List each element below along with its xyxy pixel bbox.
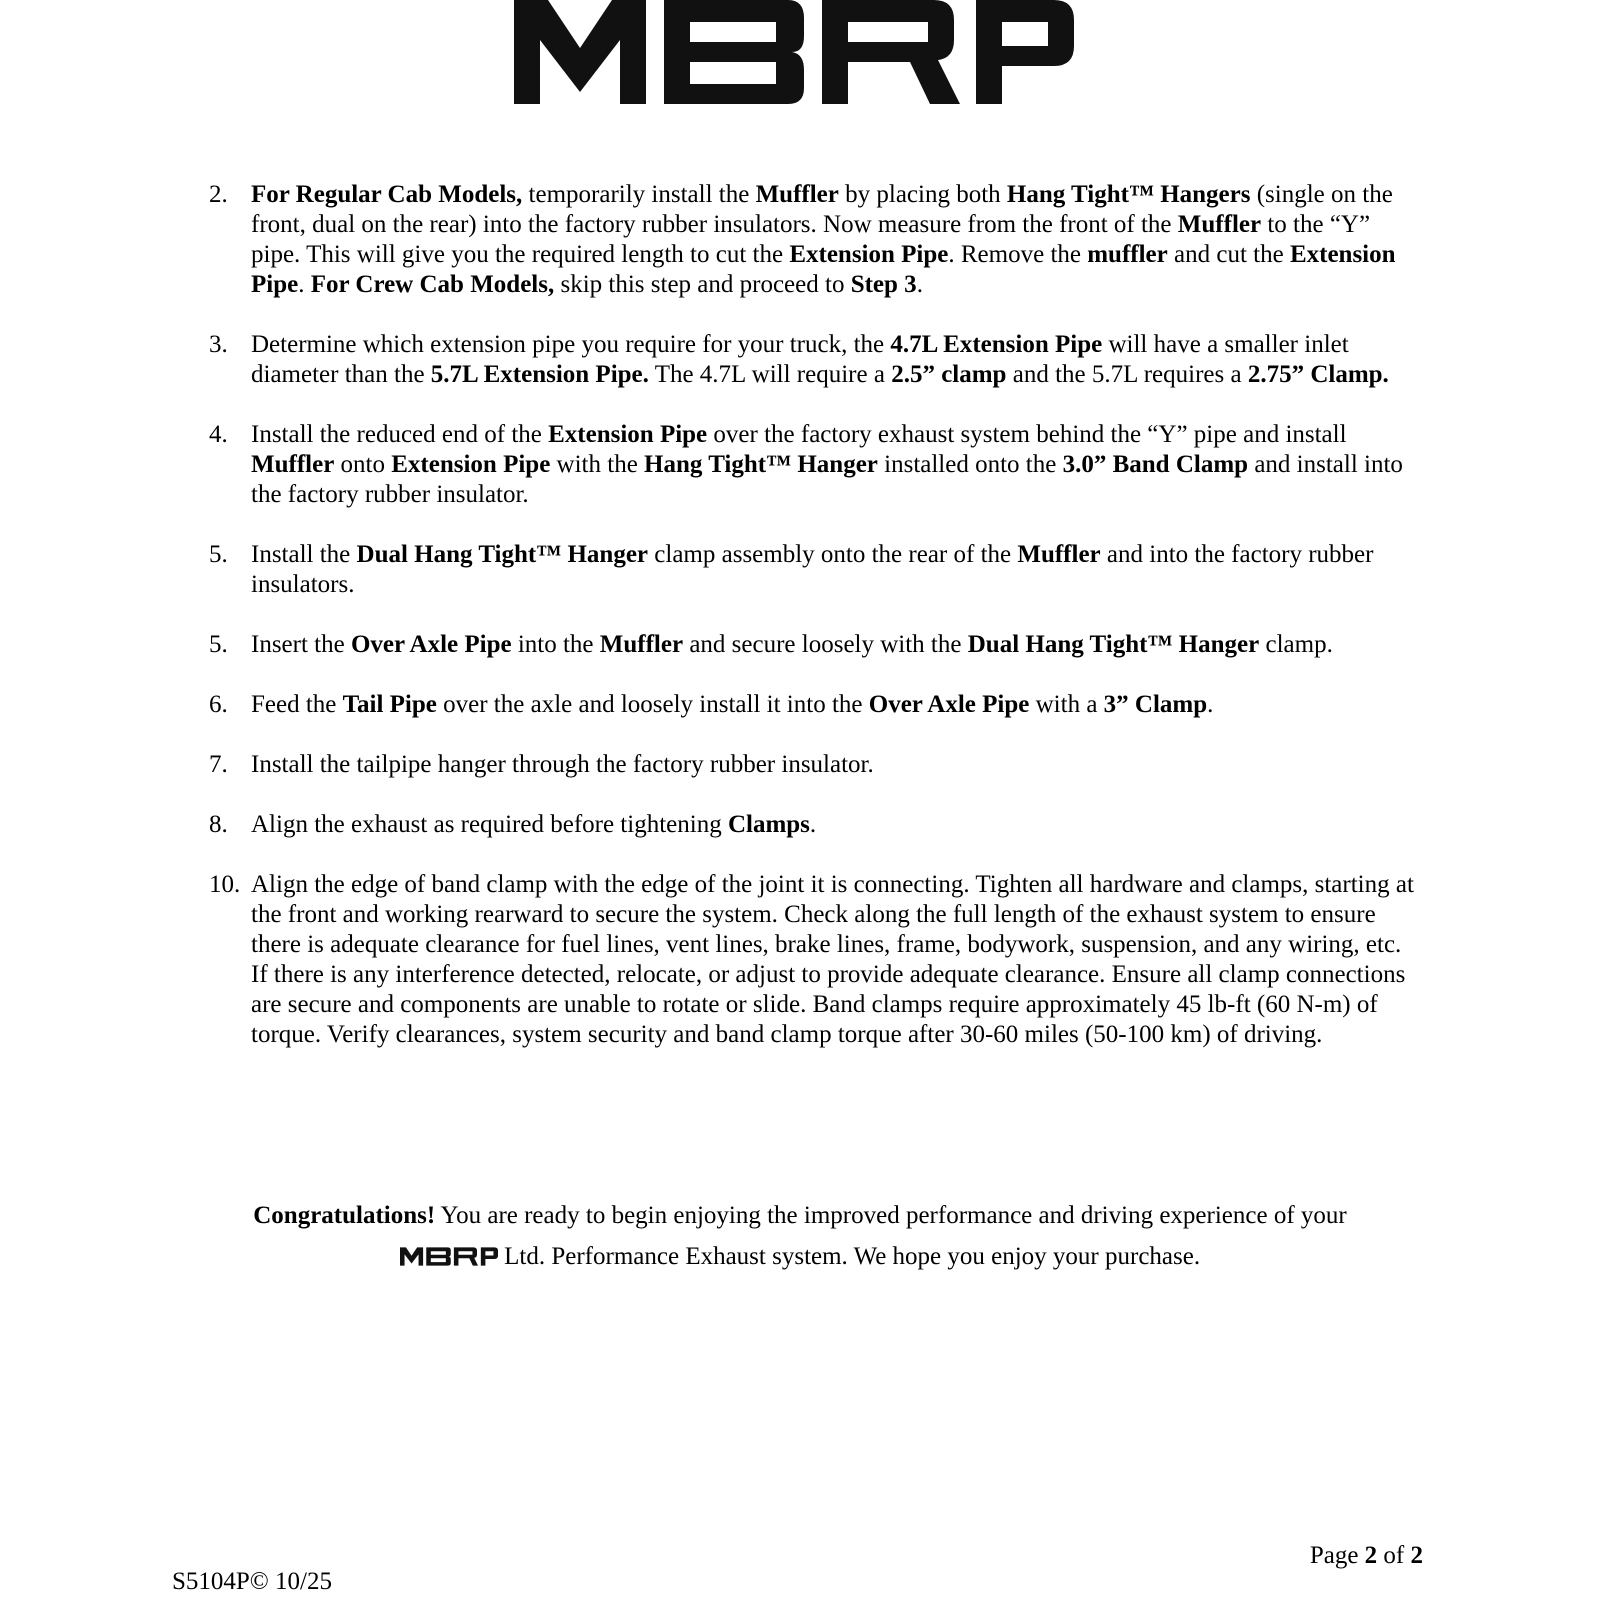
- step-emphasis: Hang Tight™ Hanger: [644, 451, 878, 478]
- step-text-run: and into the factory rubber insulators.: [251, 541, 1374, 598]
- step-emphasis: Tail Pipe: [342, 691, 437, 718]
- instruction-step: [209, 810, 1419, 840]
- step-text-run: to the “Y” pipe. This will give you the required length to cut the: [251, 211, 1371, 268]
- step-text-run: Install the tailpipe hanger through the factory rubber insulator.: [251, 751, 874, 778]
- step-emphasis: 4.7L Extension Pipe: [890, 331, 1103, 358]
- instruction-step: [209, 180, 1419, 300]
- step-number: 5.: [209, 631, 228, 658]
- step-text: [251, 331, 1389, 388]
- step-text-run: The 4.7L will require a: [648, 361, 892, 388]
- step-text: [251, 811, 816, 838]
- step-text-run: will have a smaller inlet diameter than the: [251, 331, 1349, 388]
- step-text-run: skip this step and proceed to: [554, 271, 851, 298]
- page-current: 2: [1364, 1542, 1378, 1569]
- instruction-step: [209, 690, 1419, 720]
- step-text: [251, 541, 1373, 598]
- step-emphasis: 2.5” clamp: [891, 361, 1007, 388]
- step-text-run: .: [1207, 691, 1214, 718]
- step-text-run: Install the: [251, 541, 357, 568]
- step-text-run: and install into the factory rubber insulator.: [251, 451, 1403, 508]
- step-number: 7.: [209, 751, 228, 778]
- step-text-run: (single on the front, dual on the rear) into the factory rubber insulators. Now measure from the front of the: [251, 181, 1393, 238]
- step-text-run: installed onto the: [877, 451, 1063, 478]
- step-number: 4.: [209, 421, 228, 448]
- step-text-run: with the: [550, 451, 645, 478]
- page-total: 2: [1410, 1542, 1423, 1569]
- step-text-run: onto: [334, 451, 392, 478]
- step-emphasis: Extension Pipe: [251, 241, 1396, 298]
- step-emphasis: For Crew Cab Models,: [310, 271, 555, 298]
- step-text: [251, 691, 1213, 718]
- step-emphasis: 3” Clamp: [1103, 691, 1208, 718]
- step-text-run: and the 5.7L requires a: [1006, 361, 1248, 388]
- step-text-run: and cut the: [1167, 241, 1290, 268]
- step-emphasis: Dual Hang Tight™ Hanger: [967, 631, 1260, 658]
- step-number: 6.: [209, 691, 228, 718]
- step-text-run: Align the exhaust as required before tightening: [251, 811, 728, 838]
- step-text-run: clamp.: [1259, 631, 1333, 658]
- step-text-run: Determine which extension pipe you require for your truck, the: [251, 331, 891, 358]
- instruction-step: [209, 540, 1419, 600]
- step-emphasis: Muffler: [755, 181, 839, 208]
- step-text-run: Insert the: [251, 631, 351, 658]
- step-text-run: Align the edge of band clamp with the edge of the joint it is connecting. Tighten all hardware and clamps, starting at the front and working rearward to secure the system. Check along the full length of the exhaust system to ensure there is adequate clearance for fuel lines, vent lines, brake lines, frame, bodywork, suspension, and any wiring, etc. If there is any interference detected, relocate, or adjust to provide adequate clearance. Ensure all clamp connections are secure and components are unable to rotate or slide. Band clamps require approximately 45 lb-ft (60 N-m) of torque. Verify clearances, system security and band clamp torque after 30-60 miles (50-100 km) of driving.: [251, 871, 1414, 1048]
- step-emphasis: For Regular Cab Models,: [251, 181, 523, 208]
- step-text-run: with a: [1029, 691, 1104, 718]
- step-text: [251, 181, 1396, 298]
- congrats-line2: Ltd. Performance Exhaust system. We hope you enjoy your purchase.: [497, 1243, 1201, 1270]
- step-text-run: over the axle and loosely install it into the: [436, 691, 869, 718]
- step-emphasis: Dual Hang Tight™ Hanger: [356, 541, 649, 568]
- step-text-run: Feed the: [251, 691, 343, 718]
- step-text-run: .: [298, 271, 311, 298]
- step-number: 10.: [209, 871, 241, 898]
- step-text-run: and secure loosely with the: [683, 631, 968, 658]
- step-text-run: temporarily install the: [522, 181, 756, 208]
- step-emphasis: 3.0” Band Clamp: [1062, 451, 1249, 478]
- step-emphasis: Over Axle Pipe: [350, 631, 512, 658]
- step-text-run: Install the reduced end of the: [251, 421, 549, 448]
- page-number: [1310, 1542, 1423, 1570]
- document-code: S5104P© 10/25: [172, 1568, 332, 1595]
- step-emphasis: Clamps: [727, 811, 810, 838]
- step-text-run: . Remove the: [948, 241, 1088, 268]
- congratulations-message: [150, 1195, 1450, 1277]
- step-emphasis: muffler: [1087, 241, 1168, 268]
- instruction-step: [209, 630, 1419, 660]
- page-separator: of: [1377, 1542, 1411, 1569]
- step-emphasis: Muffler: [251, 451, 335, 478]
- mbrp-inline-logo: [400, 1247, 498, 1266]
- step-emphasis: Muffler: [599, 631, 684, 658]
- page-prefix: Page: [1309, 1542, 1365, 1569]
- step-text-run: .: [809, 811, 817, 838]
- step-text-run: over the factory exhaust system behind the “Y” pipe and install: [707, 421, 1347, 448]
- step-text-run: into the: [511, 631, 600, 658]
- instruction-step: [209, 420, 1419, 510]
- step-number: 8.: [209, 811, 228, 838]
- step-emphasis: Step 3: [850, 271, 917, 298]
- step-emphasis: 2.75” Clamp.: [1247, 361, 1389, 388]
- step-text-run: .: [916, 271, 923, 298]
- step-emphasis: Extension Pipe: [391, 451, 551, 478]
- step-text: [251, 871, 1414, 1048]
- step-text-run: by placing both: [838, 181, 1007, 208]
- mbrp-logo: [514, 0, 1074, 104]
- step-number: 2.: [209, 181, 228, 208]
- step-emphasis: Over Axle Pipe: [868, 691, 1030, 718]
- congrats-lead: Congratulations!: [253, 1202, 436, 1229]
- instruction-step: [209, 870, 1419, 1050]
- instruction-step: [209, 750, 1419, 780]
- step-text: [251, 421, 1403, 508]
- step-emphasis: Extension Pipe: [548, 421, 708, 448]
- congrats-line1: You are ready to begin enjoying the improved performance and driving experience of your: [435, 1202, 1347, 1229]
- step-emphasis: Muffler: [1177, 211, 1262, 238]
- step-text: [251, 751, 874, 778]
- step-emphasis: Muffler: [1017, 541, 1101, 568]
- step-emphasis: Hang Tight™ Hangers: [1006, 181, 1251, 208]
- instruction-step: [209, 330, 1419, 390]
- step-text-run: clamp assembly onto the rear of the: [648, 541, 1018, 568]
- step-emphasis: 5.7L Extension Pipe.: [430, 361, 649, 388]
- step-number: 5.: [209, 541, 228, 568]
- instruction-steps: [209, 180, 1419, 1080]
- step-emphasis: Extension Pipe: [789, 241, 949, 268]
- step-number: 3.: [209, 331, 228, 358]
- step-text: [251, 631, 1333, 658]
